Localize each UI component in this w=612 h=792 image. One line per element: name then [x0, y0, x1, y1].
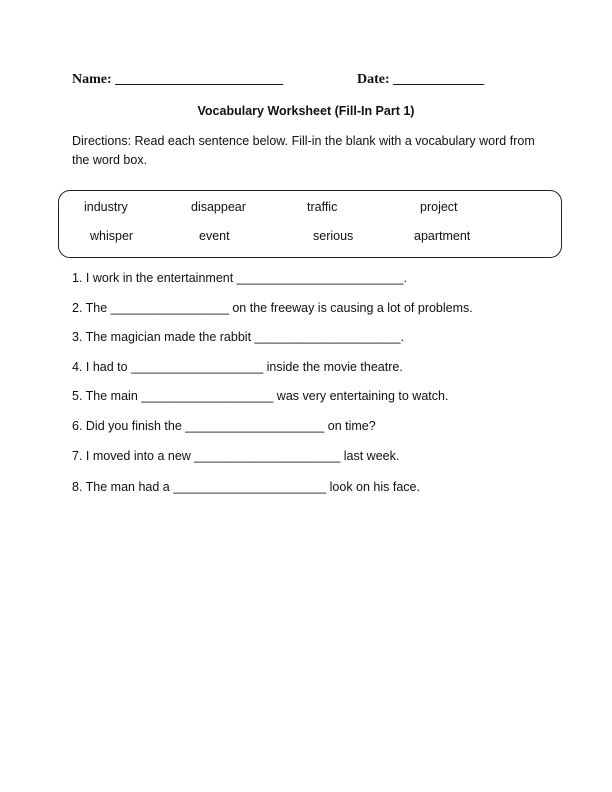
sentence-2[interactable]: 2. The _________________ on the freeway is causing a lot of problems. — [72, 301, 473, 315]
date-field[interactable]: Date: _____________ — [357, 72, 485, 87]
word-box — [58, 190, 562, 258]
directions-text: Directions: Read each sentence below. Fill-in the blank with a vocabulary word from the word box. — [72, 134, 535, 167]
word-box-item: apartment — [414, 229, 471, 243]
sentence-6[interactable]: 6. Did you finish the ____________________ on time? — [72, 419, 376, 433]
name-field[interactable]: Name: ________________________ — [72, 72, 284, 87]
word-box-item: serious — [313, 229, 354, 243]
word-box-item: event — [199, 229, 230, 243]
sentence-4[interactable]: 4. I had to ___________________ inside the movie theatre. — [72, 360, 403, 374]
word-box-item: industry — [84, 200, 128, 214]
word-box-item: disappear — [191, 200, 246, 214]
sentence-8[interactable]: 8. The man had a ______________________ look on his face. — [72, 480, 420, 494]
word-box-item: project — [420, 200, 458, 214]
sentence-7[interactable]: 7. I moved into a new _____________________ last week. — [72, 449, 400, 463]
sentence-3[interactable]: 3. The magician made the rabbit _____________________. — [72, 330, 404, 344]
word-box-item: traffic — [307, 200, 338, 214]
worksheet-title: Vocabulary Worksheet (Fill-In Part 1) — [197, 104, 415, 118]
sentence-1[interactable]: 1. I work in the entertainment ________________________. — [72, 271, 407, 285]
word-box-item: whisper — [90, 229, 134, 243]
sentence-5[interactable]: 5. The main ___________________ was very entertaining to watch. — [72, 389, 449, 403]
